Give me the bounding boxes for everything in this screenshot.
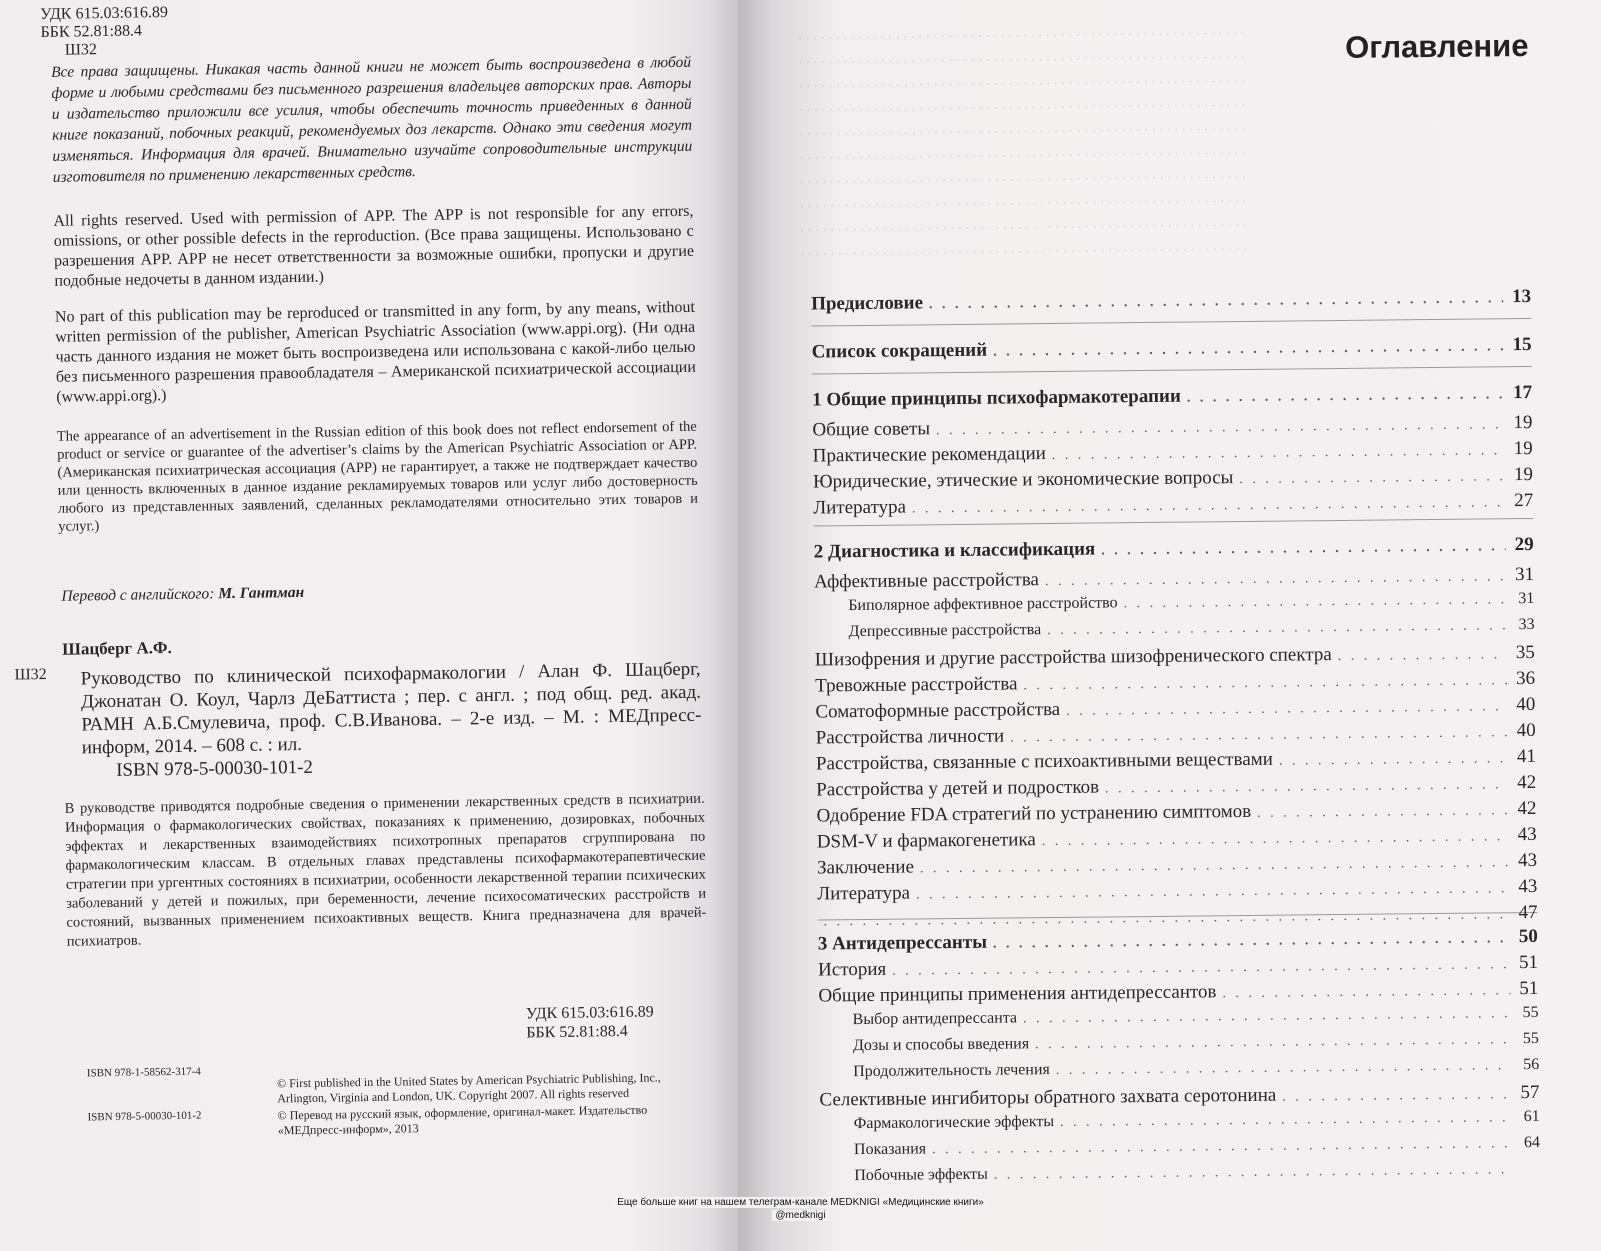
dot-leader [1045, 569, 1506, 590]
app-notice: All rights reserved. Used with permission of APP. The APP is not responsible for any errors, omissions, or other possible defects in the reproduction. (Все права защищены. Использовано с разрешения APP. APP не несет ответственности за возможные ошибки, пропуски и другие подобные недочеты в данном издании.) [53, 202, 695, 290]
toc-entry-title: Побочные эффекты [854, 1165, 988, 1185]
dot-leader [1010, 725, 1508, 746]
toc-entry-title: Соматоформные расстройства [815, 698, 1061, 723]
dot-leader [892, 957, 1510, 979]
toc-entry-page: 43 [1517, 849, 1538, 872]
bib-entry-block [80, 658, 702, 783]
reproduction-notice: No part of this publication may be reproduced or transmitted in any form, by any means, without written permission of the publisher, American Psychiatric Association (www.appi.org). (Ни одна часть данного издания не может быть воспроизведена или использована с какой-либо целью без письменного разрешения правообладателя – Американской психиатрической ассоциации (www.appi.org).) [54, 298, 696, 406]
toc-entry-page: 47 [1518, 901, 1538, 924]
dot-leader [1222, 983, 1510, 1002]
toc-entry-title: Селективные ингибиторы обратного захвата серотонина [819, 1084, 1277, 1111]
toc-entry-title: Биполярное аффективное расстройство [848, 594, 1118, 615]
toc-entry-page: 42 [1517, 771, 1537, 794]
toc-entry-title: Дозы и способы введения [852, 1035, 1030, 1055]
toc-entry-page: 31 [1518, 589, 1535, 608]
toc-entry-title: Список сокращений [811, 339, 988, 363]
toc-entry-page: 56 [1523, 1055, 1540, 1074]
bib-side-code: Ш32 [14, 665, 47, 684]
toc-entry-title: Практические рекомендации [812, 443, 1046, 467]
udk-bottom [526, 1002, 654, 1042]
dot-leader [1282, 1087, 1511, 1105]
rights-notice: Все права защищены. Никакая часть данной книги не может быть воспроизведена в любой форме и любыми средствами без письменного разрешения владельцев авторских прав. Авторы и издательство приложили все усилия, чтобы обеспечить точность приведенных в данной книге показаний, побочных реакций, рекомендуемых доз лекарств. Однако эти сведения могут изменяться. Информация для врачей. Внимательно изучайте сопроводительные инструкции изготовителя по применению лекарственных средств. [51, 53, 693, 186]
toc-entry-title: Расстройства личности [815, 725, 1005, 749]
toc-entry-page: 55 [1522, 1003, 1539, 1022]
dot-leader [1187, 387, 1504, 406]
toc-entry-page: 19 [1513, 411, 1533, 434]
toc-entry-page: 43 [1518, 875, 1538, 898]
toc-entry-title: Расстройства, связанные с психоактивными веществами [815, 748, 1273, 775]
dot-leader [1257, 803, 1508, 822]
copyright-translation: © Перевод на русский язык, оформление, оригинал-макет. Издательство «МЕДпресс-информ», 2013 [277, 1102, 648, 1138]
bib-isbn: ISBN 978-5-00030-101-2 [115, 756, 314, 781]
udk-bottom-code: УДК 615.03:616.89 [525, 1003, 654, 1023]
toc-entry-title: Фармакологические эффекты [853, 1113, 1055, 1133]
toc-entry-page: 31 [1514, 563, 1535, 586]
toc-entry-title: Депрессивные расстройства [848, 621, 1042, 641]
footer-banner [0, 1196, 1601, 1222]
isbn-original: ISBN 978-1-58562-317-4 [86, 1065, 201, 1080]
isbn-russian: ISBN 978-5-00030-101-2 [87, 1109, 202, 1124]
footer-line-2: @medknigi [772, 1210, 828, 1221]
copyright-original: © First published in the United States by American Psychiatric Publishing, Inc., Arlington, Virginia and London, UK. Copyright 2007. All rights reserved [276, 1070, 661, 1106]
dot-leader [1101, 539, 1506, 559]
toc-entry-title: История [818, 958, 887, 981]
dot-leader [912, 495, 1505, 517]
bbk-code: ББК 52.81:88.4 [40, 22, 143, 41]
translator-line [61, 584, 304, 606]
toc-entry-title: Показания [853, 1140, 927, 1159]
toc-entry-title: Литература [817, 882, 911, 905]
toc-entry-title: 2 Диагностика и классификация [813, 538, 1096, 563]
toc-entry-title: Общие принципы применения антидепрессантов [818, 981, 1217, 1007]
copyright-block [277, 1070, 698, 1141]
dot-leader [929, 291, 1503, 313]
toc-entry-title: Предисловие [811, 292, 924, 315]
toc-entry-title: Одобрение FDA стратегий по устранению симптомов [816, 800, 1252, 827]
dot-leader [1042, 829, 1509, 850]
toc-entry-title: 3 Антидепрессанты [817, 931, 988, 955]
dot-leader [993, 339, 1504, 360]
dot-leader [920, 855, 1509, 877]
toc-entry-title: Юридические, этические и экономические вопросы [812, 467, 1234, 493]
toc-entry-title: Расстройства у детей и подростков [816, 776, 1100, 801]
toc-title: Оглавление [1344, 27, 1529, 65]
dot-leader [1047, 618, 1507, 639]
toc-entry-page: 33 [1518, 615, 1535, 634]
toc-entry-title: Общие советы [812, 418, 931, 441]
left-page [0, 0, 738, 1251]
dot-leader [1105, 777, 1508, 797]
translator-label: Перевод с английского: [61, 585, 215, 605]
toc-entry-page: 35 [1515, 641, 1535, 664]
toc-entry-page: 19 [1513, 463, 1534, 486]
bbk-bottom-code: ББК 52.81:88.4 [526, 1022, 628, 1042]
toc-entry-title: DSM-V и фармакогенетика [816, 829, 1036, 853]
dot-leader [1023, 1006, 1511, 1027]
toc-entry-title: Аффективные расстройства [813, 569, 1040, 593]
toc-entry-page: 41 [1516, 745, 1537, 768]
show-through-text: . . . . . . . . . . . . . . . . . . . . . . . . . . . . . . . . . . . . . . . . . . . . . . . . . . . . . . . . . . . . . . . . . . . . . . . . . . . . . . . . . . . . . . . . . . . . . . . . . . . . . . . . . . . . . . . . . . . . . . . . . . . . . . . . . . . . . . . . . . . . . . . . . . . . . . . . . . . . . . . . . . . . . . . . . . . . . . . . . . . . . . . . . . . . . . . . . . . . . . . . . . . . . . . . . . . . . . . . . . . . . . . . . . . . . . . . . . . . . . . . . . . . . . . . . . . . . . . . . . . . . . . . . . . . . . . . . . . . . . . . . . . . . . . . . . . . . . . . . . . . . . . . . . . . . . . . . . . . . . . . . . . . . . . . . . . . . . . . . . . . . . . . . . . . . . . . . . . . . . . . . . . . . . . . . . . . . . . . . . . . . . . . . . . . . . . . . . . . . . . . . . . . . . . . . . . . . . . . . . . . . . . . . . . . . . . . . . . . . . . . . . . . . . . . . . . . . . . . . . . . . . . . . . . . . . . . . . . . . . . . . . . . . . . . . . . . . . . . . . . . . . . . . . . . . . . . . . . . . . . . . . . . . . . . . . . . . . . . . . . . . . . . . . . . . . . . . . . . . . . . . . . . . . . . . . . . . . . . . . . . . . . . . . . . . . . . . . . . . . . . [798, 21, 1247, 259]
toc-entry-page: 43 [1517, 823, 1537, 846]
abstract: В руководстве приводятся подробные сведения о применении лекарственных средств в психиатрии. Информация о фармакологических свойствах, показаниях к применению, дозировках, побочных эффектах и лекарственных взаимодействиях психотропных препаратов сгруппирована по фармакологическим классам. В отдельных главах представлены психофармакотерапевтические стратегии при ургентных состояниях в психиатрии, особенности лекарственной терапии психических заболеваний у детей и пожилых, при беременности, лечение психосоматических расстройств и состояний, вызванных применением психоактивных веществ. Книга предназначена для врачей-психиатров. [64, 790, 707, 950]
udk-top [40, 4, 169, 60]
dot-leader [994, 1162, 1513, 1183]
translator-name: М. Гантман [218, 583, 305, 603]
dot-leader [932, 1136, 1512, 1158]
dot-leader [1023, 673, 1507, 694]
toc-entry-page: 61 [1523, 1107, 1540, 1126]
toc-entry-title: 1 Общие принципы психофармакотерапии [812, 385, 1181, 411]
dot-leader [993, 931, 1510, 952]
toc-entry-page: 51 [1518, 951, 1539, 974]
toc-entry-title: Литература [813, 496, 907, 519]
toc-entry-page: 64 [1523, 1133, 1541, 1152]
toc-entry-page: 40 [1516, 693, 1536, 716]
advertisement-notice: The appearance of an advertisement in the Russian edition of this book does not reflect endorsement of the product or service or guarantee of the advertiser’s claims by the American Psychiatric Association or APP. (Американская психиатрическая ассоциация (APP) не гарантирует, а также не подтверждает качество или ценность включенных в данное издание рекламируемых товаров или услуг либо достоверность любого из представленных заявлений, сделанных рекламодателями относительно этих товаров и услуг.) [56, 418, 699, 535]
dot-leader [1052, 443, 1505, 464]
toc-entry-page: 55 [1522, 1029, 1539, 1048]
toc-entry-page: 40 [1516, 719, 1536, 742]
toc-entry-page: 36 [1515, 667, 1536, 690]
toc-entry-page: 13 [1511, 285, 1532, 308]
dot-leader [1056, 1058, 1511, 1079]
toc-entry-page: 15 [1512, 333, 1532, 356]
author-mark: Ш32 [64, 41, 98, 59]
toc-entry-title: Шизофрения и другие расстройства шизофренического спектра [814, 644, 1332, 671]
toc-entry-page: 27 [1514, 489, 1534, 512]
toc-entry-title: Тревожные расстройства [815, 673, 1018, 697]
toc-entry-title: Выбор антидепрессанта [852, 1009, 1018, 1029]
toc-entry-page: 19 [1513, 437, 1533, 460]
toc-entry-page: 42 [1517, 797, 1537, 820]
toc-entry-page: 57 [1520, 1081, 1540, 1104]
toc-entry-page: 50 [1518, 925, 1538, 948]
toc-entry-title: Заключение [816, 856, 915, 879]
dot-leader [1124, 592, 1507, 612]
dot-leader [936, 417, 1504, 439]
bib-entry: Руководство по клинической психофармакологии / Алан Ф. Шацберг, Джонатан О. Коул, Чарлз ДеБаттиста ; пер. с англ. ; под общ. ред. акад. РАМН А.Б.Смулевича, проф. С.В.Иванова. – 2-е изд. – М. : МЕДпресс-информ, 2014. – 608 с. : ил. [80, 658, 702, 759]
udk-code: УДК 615.03:616.89 [40, 3, 169, 23]
toc-entry-page: 17 [1513, 381, 1533, 404]
toc-entry-page: 29 [1514, 533, 1534, 556]
dot-leader [1066, 699, 1507, 720]
bib-author: Шацберг А.Ф. [62, 638, 172, 659]
footer-line-1: Еще больше книг на нашем телеграм-канале MEDKNIGI «Медицинские книги» [614, 1197, 987, 1208]
dot-leader [1338, 647, 1507, 665]
dot-leader [916, 881, 1509, 903]
toc-entry-title: Продолжительность лечения [853, 1061, 1050, 1081]
dot-leader [1239, 469, 1505, 488]
dot-leader [1279, 751, 1508, 769]
dot-leader [1035, 1032, 1511, 1053]
dot-leader [1060, 1110, 1512, 1131]
toc-entry-page: 51 [1519, 977, 1539, 1000]
